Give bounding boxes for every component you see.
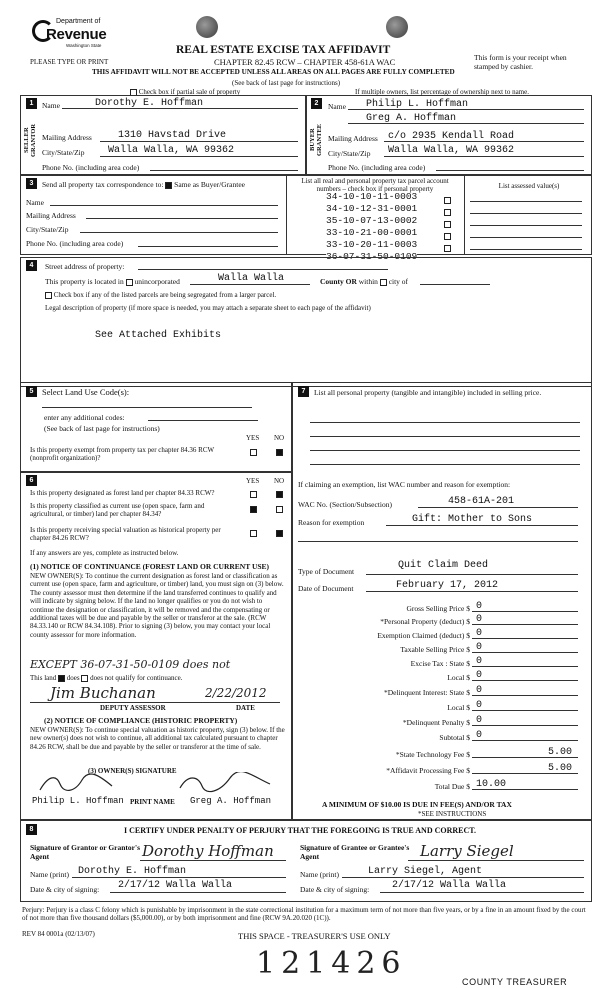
corr-city-line (80, 232, 278, 233)
segregated-checkbox[interactable] (45, 292, 52, 299)
corr-mailing-label: Mailing Address (26, 211, 76, 220)
type-or-print: PLEASE TYPE OR PRINT (30, 58, 109, 66)
buyer-name-2[interactable]: Greg A. Hoffman (366, 113, 457, 124)
fee-value[interactable]: 0 (476, 628, 483, 639)
additional-codes-label: enter any additional codes: (44, 413, 125, 422)
corr-name-label: Name (26, 198, 44, 207)
fee-line (472, 740, 578, 741)
form-subtitle: CHAPTER 82.45 RCW – CHAPTER 458-61A WAC (214, 57, 396, 67)
fee-line (472, 666, 578, 667)
treasurer-stamp-number: 121426 (256, 946, 407, 981)
seller-city-line (100, 156, 298, 157)
buyer-city-label: City/State/Zip (328, 149, 371, 158)
section-number-7: 7 (298, 386, 309, 397)
assessed-header: List assessed value(s) (498, 182, 560, 190)
print-name-label: PRINT NAME (130, 798, 175, 806)
grantee-date-label: Date & city of signing: (300, 885, 370, 894)
grantor-sig-line (140, 860, 286, 861)
compliance-title: (2) NOTICE OF COMPLIANCE (HISTORIC PROPERTY) (44, 716, 238, 725)
fee-label: Taxable Selling Price $ (400, 645, 470, 654)
doc-date-value[interactable]: February 17, 2012 (396, 580, 499, 591)
wac-value[interactable]: 458-61A-201 (448, 496, 515, 507)
corr-city-label: City/State/Zip (26, 225, 69, 234)
fee-label: Subtotal $ (439, 733, 470, 742)
fee-value[interactable]: 10.00 (476, 779, 507, 790)
buyer-city-line (384, 156, 584, 157)
county-line (190, 284, 310, 285)
section-number-4: 4 (26, 260, 37, 271)
unincorporated-checkbox[interactable] (126, 279, 133, 286)
form-warning: THIS AFFIDAVIT WILL NOT BE ACCEPTED UNLESS ALL AREAS ON ALL PAGES ARE FULLY COMPLETED (92, 68, 455, 76)
fee-label: Local $ (447, 673, 470, 682)
pp-line (310, 464, 580, 465)
current-use-yes-checkbox[interactable] (250, 506, 257, 513)
corr-phone-label: Phone No. (including area code) (26, 239, 124, 248)
reason-label: Reason for exemption (298, 518, 365, 527)
seller-side-label: SELLER GRANTOR (23, 123, 37, 157)
forest-yes-checkbox[interactable] (250, 491, 257, 498)
reason-value[interactable]: Gift: Mother to Sons (412, 514, 533, 525)
grantor-date-city[interactable]: 2/17/12 Walla Walla (118, 880, 233, 891)
grantee-name-line (342, 877, 584, 878)
fee-line (472, 652, 578, 653)
fee-value[interactable]: 0 (476, 656, 483, 667)
fee-label: Excise Tax : State $ (410, 659, 470, 668)
no-header-6: NO (274, 477, 285, 485)
fee-line (472, 611, 578, 612)
buyer-city[interactable]: Walla Walla, WA 99362 (388, 145, 515, 156)
forest-no-checkbox[interactable] (276, 491, 283, 498)
grantor-date-line (110, 892, 286, 893)
grantee-date-city[interactable]: 2/17/12 Walla Walla (392, 880, 507, 891)
grantee-sig-line (408, 860, 584, 861)
fee-label: *Delinquent Penalty $ (402, 718, 470, 727)
parcel-personal-checkbox[interactable] (444, 209, 451, 216)
fee-value[interactable]: 0 (476, 670, 483, 681)
parcel-item[interactable]: 34-10-12-31-0001 (326, 203, 418, 214)
fee-label: *Delinquent Interest: State $ (383, 688, 470, 697)
fee-value[interactable]: 5.00 (548, 763, 573, 774)
seller-mailing-label: Mailing Address (42, 133, 92, 142)
fee-value[interactable]: 5.00 (548, 747, 573, 758)
fee-value[interactable]: 0 (476, 614, 483, 625)
wac-line (418, 507, 578, 508)
grantor-name-line (72, 877, 286, 878)
parcel-item[interactable]: 36-07-31-50-0109 (326, 251, 418, 262)
assessed-line (470, 225, 582, 226)
county-treasurer-stamp: COUNTY TREASURER (462, 977, 568, 987)
pp-line (310, 422, 580, 423)
perjury-notice: Perjury: Perjury is a class C felony which is punishable by imprisonment in the state correctional institution for a maximum term of not more than five years, or by a fine in an amount fixed by the court of not more than five thousand dollars ($5,000.00), or by both imprisonment and fine (RCW 9A.20.020 (1C)). (22, 906, 586, 923)
grantor-sig-label: Signature of Grantor or Grantor's Agent (30, 843, 140, 861)
fee-line (472, 710, 578, 711)
land-use-see-back: (See back of last page for instructions) (44, 424, 160, 433)
buyer-mailing-label: Mailing Address (328, 134, 378, 143)
assessor-line (30, 702, 280, 703)
assessed-line (470, 249, 582, 250)
buyer-phone-label: Phone No. (including area code) (328, 163, 426, 172)
legal-description-label: Legal description of property (if more space is needed, you may attach a separate sheet to each page of the affidavit) (45, 304, 371, 312)
legal-description-value[interactable]: See Attached Exhibits (95, 330, 222, 341)
owner2-signature-stroke (180, 772, 270, 792)
wac-label: WAC No. (Section/Subsection) (298, 500, 392, 509)
personal-property-label: List all personal property (tangible and intangible) included in selling price. (314, 388, 542, 397)
section-number-6: 6 (26, 475, 37, 486)
multiple-owners-note: If multiple owners, list percentage of ownership next to name. (355, 88, 529, 96)
county-value[interactable]: Walla Walla (218, 273, 285, 284)
minimum-note: A MINIMUM OF $10.00 IS DUE IN FEE(S) AND/OR TAX (322, 800, 512, 809)
partial-sale: Check box if partial sale of property (130, 88, 240, 96)
assessed-line (470, 201, 582, 202)
section-3-divider (286, 175, 287, 255)
section-number-2: 2 (311, 98, 322, 109)
logo-word: Revenue (46, 26, 107, 43)
fee-label: Gross Selling Price $ (406, 604, 470, 613)
owner-signature-label: (3) OWNER(S) SIGNATURE (88, 767, 177, 775)
parcel-personal-checkbox[interactable] (444, 221, 451, 228)
historic-yes-checkbox[interactable] (250, 530, 257, 537)
seller-phone-line (150, 170, 298, 171)
parcel-item[interactable]: 34-10-10-11-0003 (326, 191, 418, 202)
located-in-row: This property is located in unincorporated (45, 277, 180, 286)
historic-no-checkbox[interactable] (276, 530, 283, 537)
seller-city-label: City/State/Zip (42, 148, 85, 157)
treasurer-space: THIS SPACE - TREASURER'S USE ONLY (238, 931, 391, 941)
section-number-5: 5 (26, 386, 37, 397)
fee-label: Total Due $ (434, 782, 470, 791)
assessed-line (470, 237, 582, 238)
reason-line (386, 525, 578, 526)
seller-mailing[interactable]: 1310 Havstad Drive (118, 130, 227, 141)
buyer-name-label: Name (328, 102, 346, 111)
does-checkbox[interactable] (58, 675, 65, 682)
parcel-personal-checkbox[interactable] (444, 197, 451, 204)
current-use-no-checkbox[interactable] (276, 506, 283, 513)
fee-value[interactable]: 0 (476, 730, 483, 741)
reason-line-2 (298, 541, 578, 542)
grantor-date-label: Date & city of signing: (30, 885, 100, 894)
parcel-personal-checkbox[interactable] (444, 245, 451, 252)
pp-line (310, 436, 580, 437)
grantee-name-label: Name (print) (300, 870, 339, 879)
fee-line (472, 624, 578, 625)
historic-question: Is this property receiving special valuation as historical property per chapter 84.26 RCW? (30, 526, 221, 542)
exempt-yes-checkbox[interactable] (250, 449, 257, 456)
county-or-row: County OR within city of (320, 277, 409, 286)
continuance-row: This land does does not qualify for continuance. (30, 674, 183, 682)
continuance-text: NEW OWNER(S): To continue the current designation as forest land or classification as current use (open space, farm and agriculture, or timber) land, you must sign on (3) below. The county assessor must then determine if the land transferred continues to qualify and will indicate by signing below. If the land no longer qualifies or you do not wish to continue the designation or classification, it will be removed and the compensating or additional taxes will be due and payable by the seller or transferor at the sale. (RCW 84.33.140 or RCW 84.34.108). Prior to signing (3) below, you may contact your local county assessor for more information. (30, 572, 284, 639)
logo-line1: Department of (56, 18, 101, 25)
grantee-date-line (380, 892, 584, 893)
deputy-assessor-label: DEPUTY ASSESSOR (100, 704, 166, 712)
fee-value[interactable]: 0 (476, 715, 483, 726)
within-city-checkbox[interactable] (380, 279, 387, 286)
seller-name[interactable]: Dorothy E. Hoffman (95, 98, 204, 109)
parcels-header: List all real and personal property tax parcel account numbers – check box if personal property (301, 177, 449, 193)
see-back: (See back of last page for instructions) (232, 79, 341, 87)
fee-line (472, 725, 578, 726)
fee-label: *Personal Property (deduct) $ (380, 617, 470, 626)
exemption-claim-label: If claiming an exemption, list WAC number and reason for exemption: (298, 480, 511, 489)
seller-mailing-line (100, 141, 298, 142)
compliance-text: NEW OWNER(S): To continue special valuation as historic property, sign (3) below. If the new owner(s) does not wish to continue, all additional tax calculated pursuant to chapter 84.26 RCW, shall be due and payable by the seller or transferor at the time of sale. (30, 726, 285, 751)
owner1-signature-stroke (40, 774, 112, 790)
yes-header-6: YES (246, 477, 260, 485)
receipt-note: This form is your receipt when stamped by cashier. (474, 53, 567, 71)
forest-question: Is this property designated as forest land per chapter 84.33 RCW? (30, 489, 215, 497)
owner1-print-name[interactable]: Philip L. Hoffman (32, 796, 124, 806)
fee-line (472, 680, 578, 681)
doc-type-value[interactable]: Quit Claim Deed (398, 560, 489, 571)
city-of-line (420, 284, 490, 285)
if-yes-note: If any answers are yes, complete as instructed below. (30, 549, 179, 557)
corr-mailing-line (86, 218, 278, 219)
owner-signatures[interactable] (30, 772, 280, 794)
street-address-line (138, 269, 388, 270)
fee-label: *State Technology Fee $ (395, 750, 470, 759)
fee-value[interactable]: 0 (476, 642, 483, 653)
punch-hole-left (196, 16, 218, 38)
additional-codes-line (148, 420, 258, 421)
seller-phone-label: Phone No. (including area code) (42, 163, 140, 172)
no-header: NO (274, 434, 285, 442)
except-note: EXCEPT 36-07-31-50-0109 does not (30, 658, 231, 671)
parcel-item[interactable]: 33-10-20-11-0003 (326, 239, 418, 250)
assessed-line (470, 213, 582, 214)
exempt-no-checkbox[interactable] (276, 449, 283, 456)
fee-value[interactable]: 0 (476, 685, 483, 696)
land-use-label: Select Land Use Code(s): (42, 387, 130, 397)
date-label: DATE (236, 704, 255, 712)
continuance-title: (1) NOTICE OF CONTINUANCE (FOREST LAND OR CURRENT USE) (30, 562, 270, 571)
corr-phone-line (138, 246, 278, 247)
send-correspondence: Send all property tax correspondence to: Same as Buyer/Grantee (42, 180, 245, 189)
grantee-name[interactable]: Larry Siegel, Agent (368, 866, 483, 877)
see-instructions: *SEE INSTRUCTIONS (418, 810, 487, 818)
certify-statement: I CERTIFY UNDER PENALTY OF PERJURY THAT THE FOREGOING IS TRUE AND CORRECT. (124, 826, 477, 835)
grantee-signature[interactable]: Larry Siegel (420, 842, 514, 860)
logo-state: Washington State (66, 43, 102, 48)
section-number-8: 8 (26, 824, 37, 835)
seller-name-label: Name (42, 101, 60, 110)
does-not-checkbox[interactable] (81, 675, 88, 682)
segregated-row: Check box if any of the listed parcels are being segregated from a larger parcel. (45, 291, 276, 299)
doc-date-line (366, 591, 578, 592)
fee-value[interactable]: 0 (476, 601, 483, 612)
fee-label: Exemption Claimed (deduct) $ (377, 631, 470, 640)
assessor-date[interactable]: 2/22/2012 (205, 686, 267, 700)
punch-hole-right (386, 16, 408, 38)
doc-type-line (366, 574, 578, 575)
assessor-signature[interactable]: Jim Buchanan (50, 684, 156, 702)
doc-date-label: Date of Document (298, 584, 354, 593)
grantor-signature[interactable]: Dorothy Hoffman (142, 842, 274, 860)
owner2-print-name[interactable]: Greg A. Hoffman (190, 796, 272, 806)
corr-name-line (50, 205, 278, 206)
current-use-question: Is this property classified as current use (open space, farm and agricultural, or timber) land per chapter 84.34? (30, 502, 205, 518)
grantor-name[interactable]: Dorothy E. Hoffman (78, 866, 187, 877)
fee-line (472, 638, 578, 639)
street-address-label: Street address of property: (45, 262, 125, 271)
yes-header: YES (246, 434, 260, 442)
exempt-question: Is this property exempt from property tax per chapter 84.36 RCW (nonprofit organization)? (30, 446, 214, 462)
section-number-3: 3 (26, 178, 37, 189)
buyer-mailing[interactable]: c/o 2935 Kendall Road (388, 131, 515, 142)
seller-city[interactable]: Walla Walla, WA 99362 (108, 145, 235, 156)
fee-line (472, 695, 578, 696)
buyer-side-label: BUYER GRANTEE (309, 123, 323, 157)
fee-label: *Affidavit Processing Fee $ (386, 766, 470, 775)
rev-number: REV 84 0001a (02/13/07) (22, 930, 95, 938)
parcel-item[interactable]: 33-10-21-00-0001 (326, 227, 418, 238)
grantor-name-label: Name (print) (30, 870, 69, 879)
parcel-item[interactable]: 35-10-07-13-0002 (326, 215, 418, 226)
fee-label: Local $ (447, 703, 470, 712)
land-use-line (42, 407, 252, 408)
doc-type-label: Type of Document (298, 567, 355, 576)
buyer-phone-line (436, 170, 584, 171)
grantee-sig-label: Signature of Grantee or Grantee's Agent (300, 843, 410, 861)
pp-line (310, 450, 580, 451)
section-number-1: 1 (26, 98, 37, 109)
same-as-buyer-checkbox[interactable] (165, 182, 172, 189)
parcel-personal-checkbox[interactable] (444, 233, 451, 240)
fee-value[interactable]: 0 (476, 700, 483, 711)
form-title: REAL ESTATE EXCISE TAX AFFIDAVIT (176, 44, 391, 56)
buyer-name-1[interactable]: Philip L. Hoffman (366, 99, 469, 110)
section-3-divider-2 (464, 175, 465, 255)
